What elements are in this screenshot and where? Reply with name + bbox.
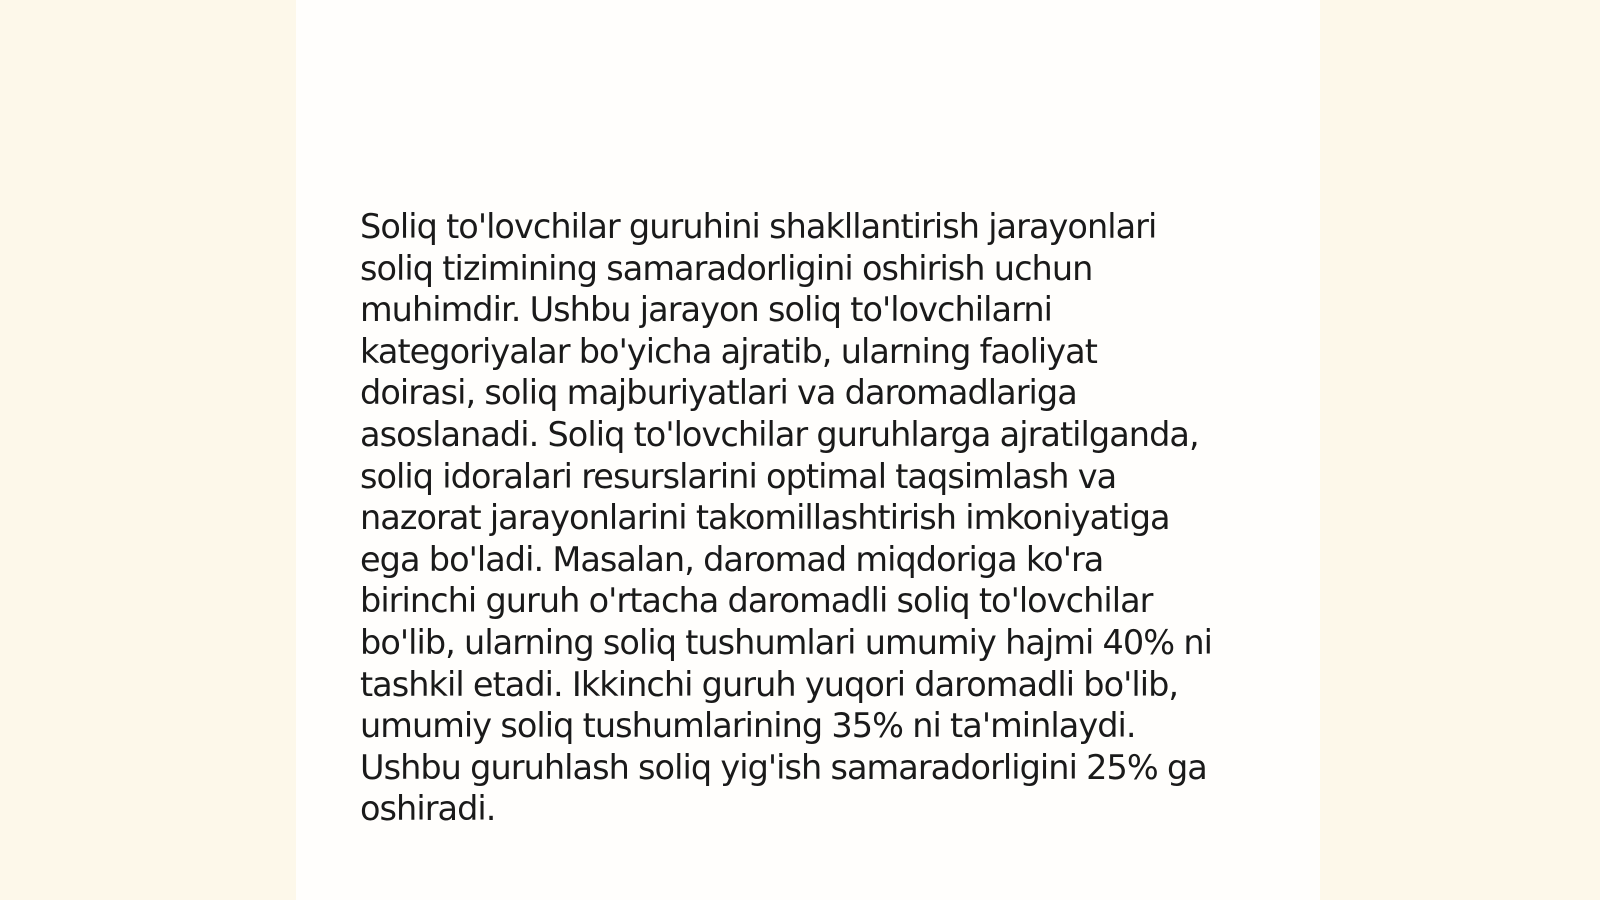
paragraph-line: ega bo'ladi. Masalan, daromad miqdoriga ko'ra xyxy=(360,539,1104,579)
paragraph-line: umumiy soliq tushumlarining 35% ni ta'minlaydi. xyxy=(360,706,1136,746)
paragraph-line: birinchi guruh o'rtacha daromadli soliq to'lovchilar xyxy=(360,581,1153,621)
paragraph-line: bo'lib, ularning soliq tushumlari umumiy hajmi 40% ni xyxy=(360,622,1213,662)
paragraph-line: soliq tizimining samaradorligini oshirish uchun xyxy=(360,248,1093,288)
paragraph-line: kategoriyalar bo'yicha ajratib, ularning faoliyat xyxy=(360,331,1097,371)
paragraph-line: asoslanadi. Soliq to'lovchilar guruhlarga ajratilganda, xyxy=(360,414,1199,454)
document-page xyxy=(296,0,1320,900)
paragraph-line: Soliq to'lovchilar guruhini shakllantirish jarayonlari xyxy=(360,207,1157,246)
paragraph-line: nazorat jarayonlarini takomillashtirish imkoniyatiga xyxy=(360,498,1170,538)
body-paragraph xyxy=(360,206,1260,830)
paragraph-line: Ushbu guruhlash soliq yig'ish samaradorligini 25% ga xyxy=(360,747,1207,787)
paragraph-line: tashkil etadi. Ikkinchi guruh yuqori daromadli bo'lib, xyxy=(360,664,1179,704)
left-margin xyxy=(0,0,296,900)
paragraph-line: oshiradi. xyxy=(360,789,496,829)
paragraph-line: muhimdir. Ushbu jarayon soliq to'lovchilarni xyxy=(360,290,1052,330)
right-margin xyxy=(1320,0,1600,900)
paragraph-line: doirasi, soliq majburiyatlari va daromadlariga xyxy=(360,373,1077,413)
paragraph-line: soliq idoralari resurslarini optimal taqsimlash va xyxy=(360,456,1117,496)
